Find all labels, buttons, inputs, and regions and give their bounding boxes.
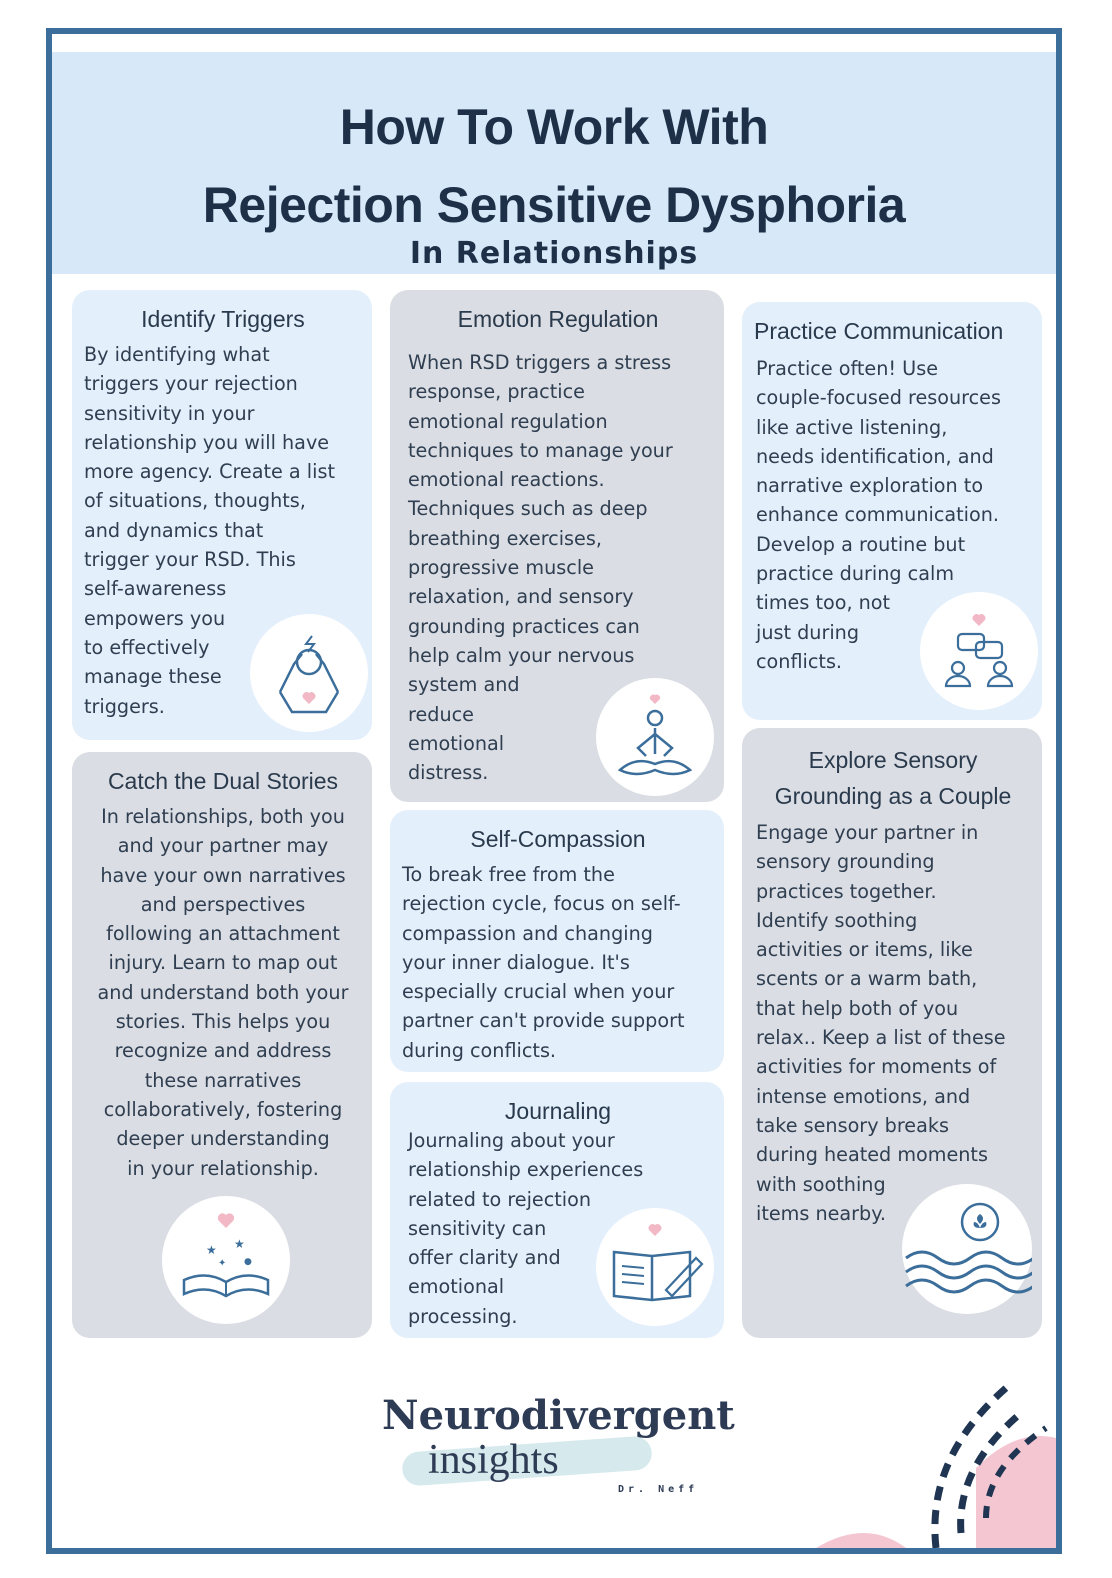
corner-decoration — [776, 1318, 1056, 1548]
card-title: Explore Sensory Grounding as a Couple — [774, 747, 1012, 809]
card-body: Journaling about your relationship experiences related to rejection sensitivity can offer clarity and emotional processing. — [408, 1129, 644, 1328]
card-body: To break free from the rejection cycle, focus on self- compassion and changing your inner dialogue. It's especially crucial when your partner can't provide support during conflicts. — [402, 863, 685, 1062]
card-title: Emotion Regulation — [457, 306, 659, 332]
card-dual-stories — [72, 752, 372, 1338]
card-title: Self-Compassion — [470, 826, 646, 852]
card-title: Identify Triggers — [141, 306, 305, 332]
logo-author: Dr. Neff — [618, 1484, 699, 1495]
journal-writing-icon — [596, 1208, 714, 1326]
poster-frame — [46, 28, 1062, 1554]
page-title — [52, 88, 1056, 244]
card-emotion-regulation — [390, 290, 724, 802]
card-body: By identifying what triggers your rejection sensitivity in your relationship you will have more agency. Create a list of situations, thoughts, and dynamics that trigger your RSD. This self-awareness empowers you to effectively manage these triggers. — [84, 343, 335, 718]
svg-text:★: ★ — [206, 1243, 217, 1257]
card-identify-triggers — [72, 290, 372, 740]
logo-name: Neurodivergent — [382, 1392, 735, 1439]
card-title: Journaling — [504, 1098, 612, 1124]
card-title: Practice Communication — [754, 318, 1004, 344]
conversation-icon — [920, 592, 1038, 710]
card-body: When RSD triggers a stress response, practice emotional regulation techniques to manage your emotional reactions. Techniques such as deep breathing exercises, progressive muscle relaxation, and sensory grounding practices can help calm your nervous system and reduce emotional distress. — [408, 351, 673, 785]
svg-text:●: ● — [244, 1257, 252, 1267]
svg-text:✦: ✦ — [218, 1258, 227, 1269]
card-body: In relationships, both you and your partner may have your own narratives and perspectives following an attachment injury. Learn to map out and understand both your stories. This helps you recognize and address these narratives collaboratively, fostering deeper understanding in your relationship. — [97, 805, 349, 1180]
card-journaling — [390, 1082, 724, 1338]
meditation-icon — [596, 678, 714, 796]
card-self-compassion — [390, 810, 724, 1072]
page-subtitle: In Relationships — [409, 236, 699, 271]
title-line-1: How To Work With — [339, 99, 769, 155]
card-body: Engage your partner in sensory grounding practices together. Identify soothing activities or items, like scents or a warm bath, that help both of you relax.. Keep a list of these activities for moments of intense emotions, and take sensory breaks during heated moments with soothing items nearby. — [756, 821, 1006, 1225]
water-waves-icon — [902, 1184, 1032, 1314]
card-sensory-grounding — [742, 728, 1042, 1338]
title-line-2: Rejection Sensitive Dysphoria — [202, 177, 906, 233]
open-book-stars-icon — [162, 1196, 290, 1324]
card-practice-communication — [742, 302, 1042, 720]
card-title: Catch the Dual Stories — [107, 768, 339, 794]
stressed-person-icon — [250, 614, 368, 732]
card-body: Practice often! Use couple-focused resources like active listening, needs identification, and narrative exploration to enhance communication. Develop a routine but practice during calm times too, not just during conflicts. — [756, 357, 1001, 673]
logo-insights: insights — [428, 1437, 559, 1483]
brand-logo — [382, 1392, 762, 1502]
svg-text:★: ★ — [234, 1237, 245, 1251]
header-banner — [52, 52, 1056, 274]
